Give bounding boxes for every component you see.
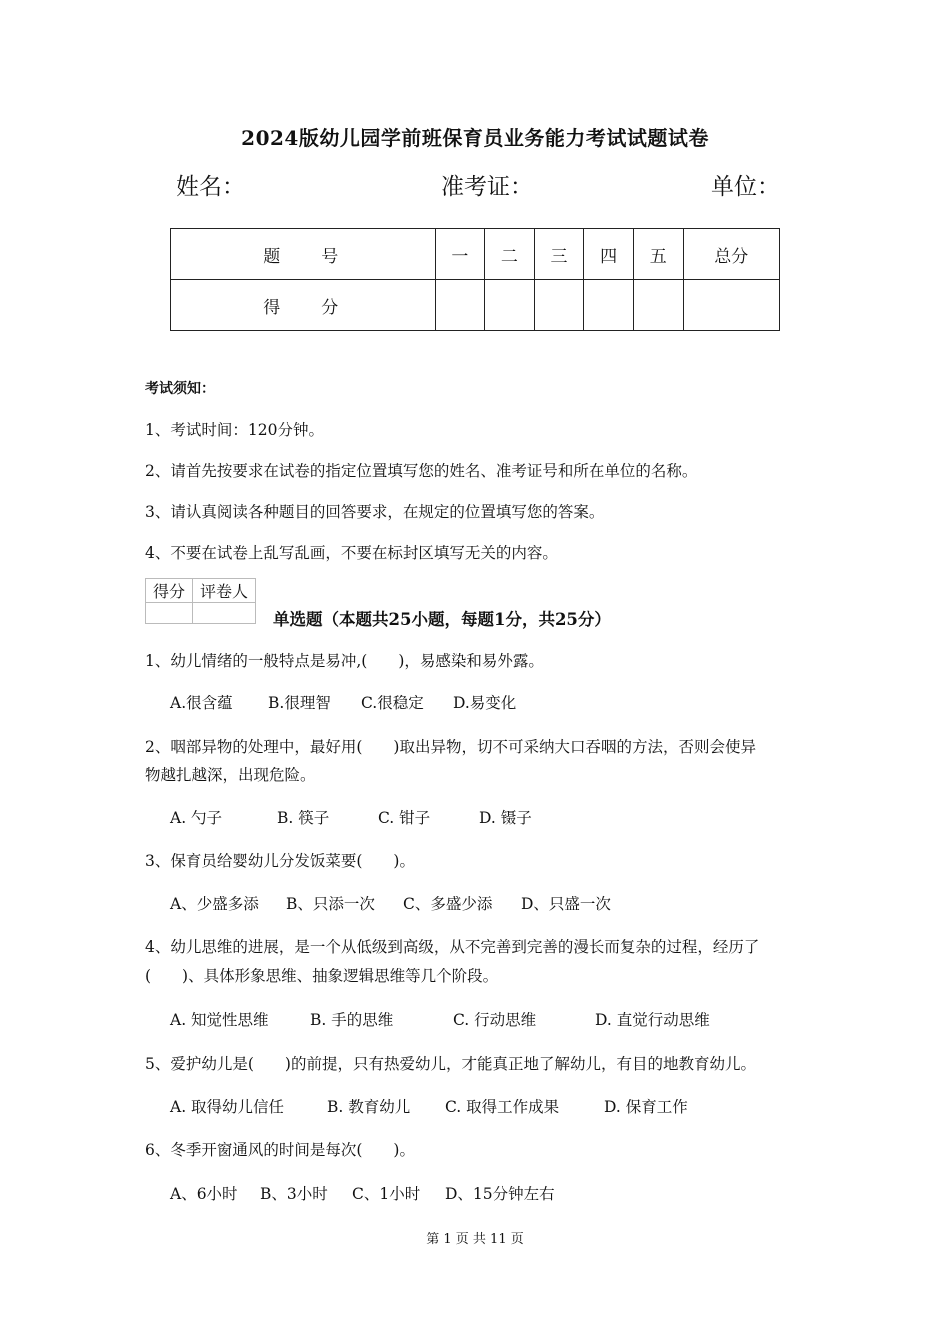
option-a[interactable]: A、6小时 [170, 1185, 238, 1203]
question-6-text: 6、冬季开窗通风的时间是每次( )。 [145, 1141, 415, 1159]
question-5-text: 5、爱护幼儿是( )的前提，只有热爱幼儿，才能真正地了解幼儿，有目的地教育幼儿。 [145, 1055, 756, 1073]
option-d[interactable]: D、只盛一次 [521, 895, 611, 913]
option-b[interactable]: B. 手的思维 [310, 1011, 394, 1029]
notice-item: 1、考试时间：120分钟。 [145, 421, 324, 439]
score-cell-3[interactable] [534, 280, 584, 331]
score-cell-2[interactable] [485, 280, 535, 331]
grader-reviewer-label: 评卷人 [193, 579, 256, 603]
page-footer: 第 1 页 共 11 页 [426, 1232, 524, 1247]
grader-score-cell[interactable] [146, 603, 193, 624]
score-table-header-row [171, 229, 780, 280]
notice-item: 2、请首先按要求在试卷的指定位置填写您的姓名、准考证号和所在单位的名称。 [145, 462, 698, 480]
candidate-fields [0, 168, 950, 208]
option-c[interactable]: C. 行动思维 [453, 1011, 537, 1029]
option-c[interactable]: C. 取得工作成果 [445, 1098, 560, 1116]
option-a[interactable]: A. 取得幼儿信任 [170, 1098, 285, 1116]
score-header-total: 总分 [683, 229, 780, 280]
score-cell-1[interactable] [435, 280, 485, 331]
score-header-4: 四 [584, 229, 634, 280]
question-4-text-cont: ( )、具体形象思维、抽象逻辑思维等几个阶段。 [145, 967, 499, 985]
question-4-text: 4、幼儿思维的进展，是一个从低级到高级，从不完善到完善的漫长而复杂的过程，经历了 [145, 938, 760, 956]
option-c[interactable]: C、多盛少添 [403, 895, 493, 913]
score-header-question-no: 题 号 [171, 229, 436, 280]
score-header-3: 三 [534, 229, 584, 280]
score-cell-5[interactable] [633, 280, 683, 331]
option-a[interactable]: A. 知觉性思维 [170, 1011, 269, 1029]
name-field-label[interactable]: 姓名： [176, 174, 245, 200]
score-header-1: 一 [435, 229, 485, 280]
option-b[interactable]: B、3小时 [260, 1185, 328, 1203]
option-d[interactable]: D. 镊子 [479, 809, 532, 827]
option-c[interactable]: C、1小时 [352, 1185, 421, 1203]
grader-box [145, 578, 256, 624]
notice-item: 3、请认真阅读各种题目的回答要求，在规定的位置填写您的答案。 [145, 503, 605, 521]
option-c[interactable]: C. 钳子 [378, 809, 431, 827]
score-table [170, 228, 780, 331]
question-2-text-cont: 物越扎越深，出现危险。 [145, 766, 316, 784]
grader-reviewer-cell[interactable] [193, 603, 256, 624]
option-b[interactable]: B、只添一次 [286, 895, 375, 913]
question-2-text: 2、咽部异物的处理中，最好用( )取出异物，切不可采纳大口吞咽的方法，否则会使异 [145, 738, 756, 756]
score-header-2: 二 [485, 229, 535, 280]
option-d[interactable]: D.易变化 [453, 694, 517, 712]
option-b[interactable]: B. 筷子 [277, 809, 330, 827]
option-a[interactable]: A. 勺子 [170, 809, 223, 827]
score-cell-4[interactable] [584, 280, 634, 331]
option-c[interactable]: C.很稳定 [361, 694, 424, 712]
section-title: 单选题（本题共25小题，每题1分，共25分） [273, 610, 611, 629]
score-row-label: 得 分 [171, 280, 436, 331]
exam-id-field-label[interactable]: 准考证： [441, 174, 533, 200]
option-a[interactable]: A.很含蕴 [170, 694, 233, 712]
option-d[interactable]: D. 保育工作 [604, 1098, 688, 1116]
grader-score-label: 得分 [146, 579, 193, 603]
question-1-text: 1、幼儿情绪的一般特点是易冲,( )，易感染和易外露。 [145, 652, 544, 670]
option-d[interactable]: D. 直觉行动思维 [595, 1011, 710, 1029]
notice-title: 考试须知： [145, 381, 215, 397]
exam-title: 2024版幼儿园学前班保育员业务能力考试试题试卷 [241, 126, 709, 150]
score-header-5: 五 [633, 229, 683, 280]
unit-field-label[interactable]: 单位： [711, 174, 780, 200]
score-table-score-row [171, 280, 780, 331]
option-d[interactable]: D、15分钟左右 [445, 1185, 555, 1203]
option-b[interactable]: B.很理智 [268, 694, 331, 712]
option-b[interactable]: B. 教育幼儿 [327, 1098, 411, 1116]
score-cell-total[interactable] [683, 280, 780, 331]
option-a[interactable]: A、少盛多添 [170, 895, 259, 913]
question-3-text: 3、保育员给婴幼儿分发饭菜要( )。 [145, 852, 415, 870]
notice-item: 4、不要在试卷上乱写乱画，不要在标封区填写无关的内容。 [145, 544, 558, 562]
